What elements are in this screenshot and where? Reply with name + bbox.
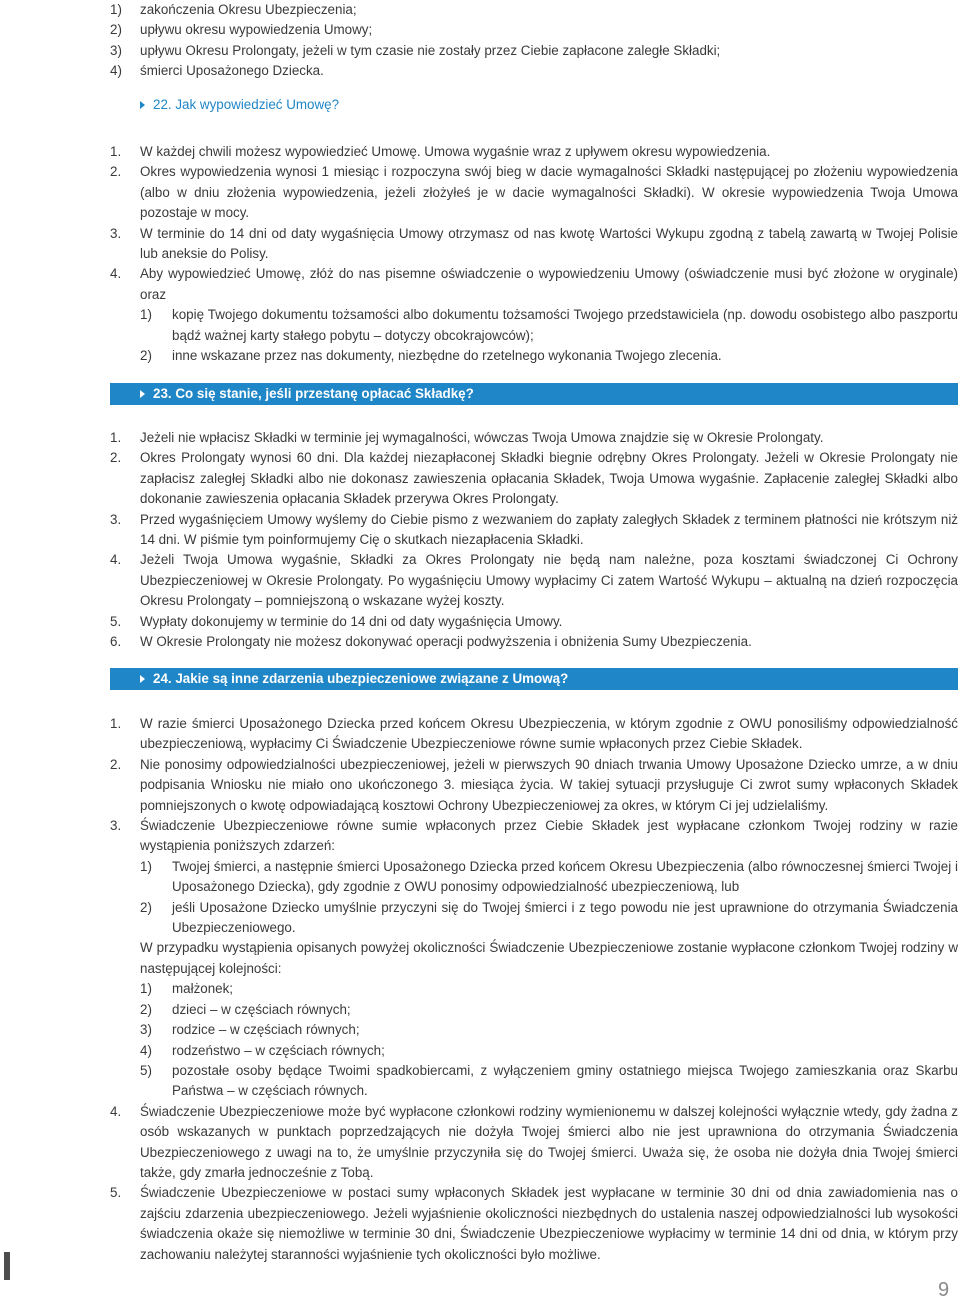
list-item [110,550,958,611]
item-number: 2. [110,450,122,466]
list-item [110,428,958,448]
list-item [110,510,958,551]
sub-text: rodzeństwo – w częściach równych; [172,1042,385,1058]
list-item [110,41,958,61]
sub-number: 1) [140,981,152,997]
item-number: 4. [110,552,122,568]
sub-number: 5) [140,1062,152,1078]
order-item [140,1041,958,1061]
sub-text: kopię Twojego dokumentu tożsamości albo dokumentu tożsamości Twojego przedstawiciela (np. dowodu osobistego albo paszportu bądź ważnej karty stałego pobytu – dotyczy obcokrajowców); [172,307,958,343]
sub-number: 2) [140,1001,152,1017]
item-text: upływu Okresu Prolongaty, jeżeli w tym czasie nie zostały przez Ciebie zapłacone zaległe Składki; [140,42,721,58]
item-number: 4. [110,1103,122,1119]
item-text: Przed wygaśnięciem Umowy wyślemy do Ciebie pismo z wezwaniem do zapłaty zaległych Składek z terminem płatności nie krótszym niż 14 dni. W piśmie tym poinformujemy Cię o skutkach niezapłacenia Składki. [140,511,958,548]
section-23-body [110,428,958,652]
sub-number: 2) [140,899,152,915]
list-item [110,1183,958,1265]
list-item [110,20,958,40]
sub-text: rodzice – w częściach równych; [172,1022,360,1038]
page-number: 9 [938,1279,950,1301]
item-number: 3. [110,818,122,834]
item-number: 5. [110,1185,122,1201]
item-text: śmierci Uposażonego Dziecka. [140,63,324,79]
section-title: 23. Co się stanie, jeśli przestanę opłacać Składkę? [153,385,474,401]
list-item [110,224,958,265]
item-text: Świadczenie Ubezpieczeniowe równe sumie wpłaconych przez Ciebie Składek jest wypłacane członkom Twojej rodziny w razie wystąpienia poniższych zdarzeń: [140,818,958,854]
section-title: 22. Jak wypowiedzieć Umowę? [153,96,340,112]
sub-list-item [140,857,958,898]
side-marker [4,1252,10,1280]
item-number: 2. [110,164,122,180]
item-text: Świadczenie Ubezpieczeniowe może być wypłacone członkowi rodziny wymienionemu w dalszej kolejności wyłącznie wtedy, gdy żadna z osób wskazanych w punktach poprzedzających nie dożyła Twojej śmierci albo nie jest uprawniona do otrzymania Świadczenia Ubezpieczeniowego z uwagi na to, że umyślnie przyczyniła się do Twojej śmierci. Uważa się, że osoba nie dożyła dnia Twojej śmierci także, gdy zmarła jednocześnie z Tobą. [140,1103,958,1180]
sub-text: pozostałe osoby będące Twoimi spadkobiercami, z wyłączeniem gminy ostatniego miejsca Twojego zamieszkania oraz Skarbu Państwa – w częściach równych. [172,1062,958,1099]
item-number: 4) [110,63,122,79]
sub-list-item [140,898,958,939]
item-number: 2) [110,22,122,38]
sub-text: jeśli Uposażone Dziecko umyślnie przyczyni się do Twojej śmierci i z tego powodu nie jest uprawnione do otrzymania Świadczenia Ubezpieczeniowego. [172,899,958,936]
paragraph: W przypadku wystąpienia opisanych powyżej okoliczności Świadczenie Ubezpieczeniowe zostanie wypłacone członkom Twojej rodziny w następującej kolejności: [140,940,958,976]
list-item [110,816,958,1102]
triangle-bullet-icon [140,675,145,683]
sub-number: 2) [140,348,152,364]
list-item [110,448,958,509]
intro-list [110,0,958,82]
section-24-heading [110,668,958,690]
section-title: 24. Jakie są inne zdarzenia ubezpieczeniowe związane z Umową? [153,670,569,686]
sub-text: inne wskazane przez nas dokumenty, niezbędne do rzetelnego wykonania Twojego zlecenia. [172,348,722,364]
sub-number: 3) [140,1022,152,1038]
section-22-heading [110,94,958,116]
item-number: 1. [110,430,122,445]
triangle-bullet-icon [140,101,145,109]
triangle-bullet-icon [140,390,145,398]
item-number: 5. [110,613,122,629]
item-number: 3. [110,511,122,527]
sub-number: 1) [140,858,152,874]
item-text: W razie śmierci Uposażonego Dziecka przed końcem Okresu Ubezpieczenia, w którym zgodnie z OWU ponosiliśmy odpowiedzialność ubezpieczeniową, wypłacimy Ci Świadczenie Ubezpieczeniowe równe sumie wpłaconych przez Ciebie Składek. [140,716,958,752]
item-number: 4. [110,266,122,282]
section-24-body [110,714,958,1265]
item-text: zakończenia Okresu Ubezpieczenia; [140,2,357,17]
item-number: 1. [110,716,122,731]
list-item [110,714,958,755]
order-item [140,1061,958,1102]
item-text: Okres Prolongaty wynosi 60 dni. Dla każdej niezapłaconej Składki biegnie odrębny Okres Prolongaty. Jeżeli w Okresie Prolongaty nie zapłacisz zaległej Składki albo nie dokonasz zawieszenia opłacania Składek, Twoja Umowa wygaśnie. Zapłacenie zaległej Składki albo dokonanie zawieszenia opłacania Składek przerywa Okres Prolongaty. [140,450,958,507]
item-number: 6. [110,634,122,650]
item-number: 3. [110,225,122,241]
item-text: W każdej chwili możesz wypowiedzieć Umowę. Umowa wygaśnie wraz z upływem okresu wypowiedzenia. [140,144,771,159]
list-item [110,264,958,366]
item-text: Wypłaty dokonujemy w terminie do 14 dni od daty wygaśnięcia Umowy. [140,613,563,629]
item-text: Okres wypowiedzenia wynosi 1 miesiąc i rozpoczyna swój bieg w dacie wymagalności Składki następującej po złożeniu wypowiedzenia (albo w dniu złożenia wypowiedzenia, jeżeli złożyłeś je w dacie wymagalności Składki). W okresie wypowiedzenia Twoja Umowa pozostaje w mocy. [140,164,958,221]
order-item [140,1000,958,1020]
list-item [110,162,958,223]
list-item [110,142,958,162]
item-text: Aby wypowiedzieć Umowę, złóż do nas pisemne oświadczenie o wypowiedzeniu Umowy (oświadczenie musi być złożone w oryginale) oraz [140,266,958,302]
item-text: W Okresie Prolongaty nie możesz dokonywać operacji podwyższenia i obniżenia Sumy Ubezpieczenia. [140,634,752,650]
sub-number: 1) [140,307,152,323]
order-item [140,1020,958,1040]
list-item [110,755,958,816]
item-number: 2. [110,756,122,772]
item-text: Świadczenie Ubezpieczeniowe w postaci sumy wpłaconych Składek jest wypłacane w terminie 30 dni od dnia zawiadomienia nas o zajściu zdarzenia ubezpieczeniowego. Jeżeli wyjaśnienie okoliczności niezbędnych do ustalenia naszej odpowiedzialności lub wysokości świadczenia okaże się niemożliwe w terminie 30 dni, Świadczenie Ubezpieczeniowe wypłacimy w terminie 14 dni od dnia, w którym przy zachowaniu należytej staranności wyjaśnienie tych okoliczności było możliwe. [140,1185,958,1262]
item-text: W terminie do 14 dni od daty wygaśnięcia Umowy otrzymasz od nas kwotę Wartości Wykupu zgodną z tabelą zawartą w Twojej Polisie lub aneksie do Polisy. [140,225,958,262]
item-text: Jeżeli nie wpłacisz Składki w terminie jej wymagalności, wówczas Twoja Umowa znajdzie się w Okresie Prolongaty. [140,430,824,445]
item-number: 3) [110,42,122,58]
section-22-body [110,142,958,366]
item-number: 1. [110,144,122,159]
sub-text: dzieci – w częściach równych; [172,1001,351,1017]
sub-text: małżonek; [172,981,234,997]
list-item [110,0,958,20]
sub-list-item [140,346,958,366]
item-text: Jeżeli Twoja Umowa wygaśnie, Składki za Okres Prolongaty nie będą nam należne, poza kosztami świadczonej Ci Ochrony Ubezpieczeniowej w Okresie Prolongaty. Po wygaśnięciu Umowy wypłacimy Ci zatem Wartość Wykupu – aktualną na dzień rozpoczęcia Okresu Prolongaty – pomniejszoną o wskazane wyżej koszty. [140,552,958,609]
section-23-heading [110,383,958,405]
list-item [110,632,958,652]
item-text: upływu okresu wypowiedzenia Umowy; [140,22,373,38]
sub-number: 4) [140,1042,152,1058]
item-number: 1) [110,2,122,17]
sub-text: Twojej śmierci, a następnie śmierci Uposażonego Dziecka przed końcem Okresu Ubezpieczenia (albo równoczesnej śmierci Twojej i Uposażonego Dziecka), gdy zgodnie z OWU ponosimy odpowiedzialność ubezpieczeniową, lub [172,858,958,895]
order-item [140,979,958,999]
sub-list-item [140,305,958,346]
list-item [110,61,958,81]
item-text: Nie ponosimy odpowiedzialności ubezpieczeniowej, jeżeli w pierwszych 90 dniach trwania Umowy Uposażone Dziecko umrze, a w dniu podpisania Wniosku nie miało ono ukończonego 3. miesiąca życia. W takiej sytuacji przysługuje Ci zwrot sumy wpłaconych Składek pomniejszonych o kwotę odpowiadającą kosztowi Ochrony Ubezpieczeniowej za okres, w którym Ci jej udzielaliśmy. [140,756,958,813]
list-item [110,612,958,632]
list-item [110,1102,958,1184]
